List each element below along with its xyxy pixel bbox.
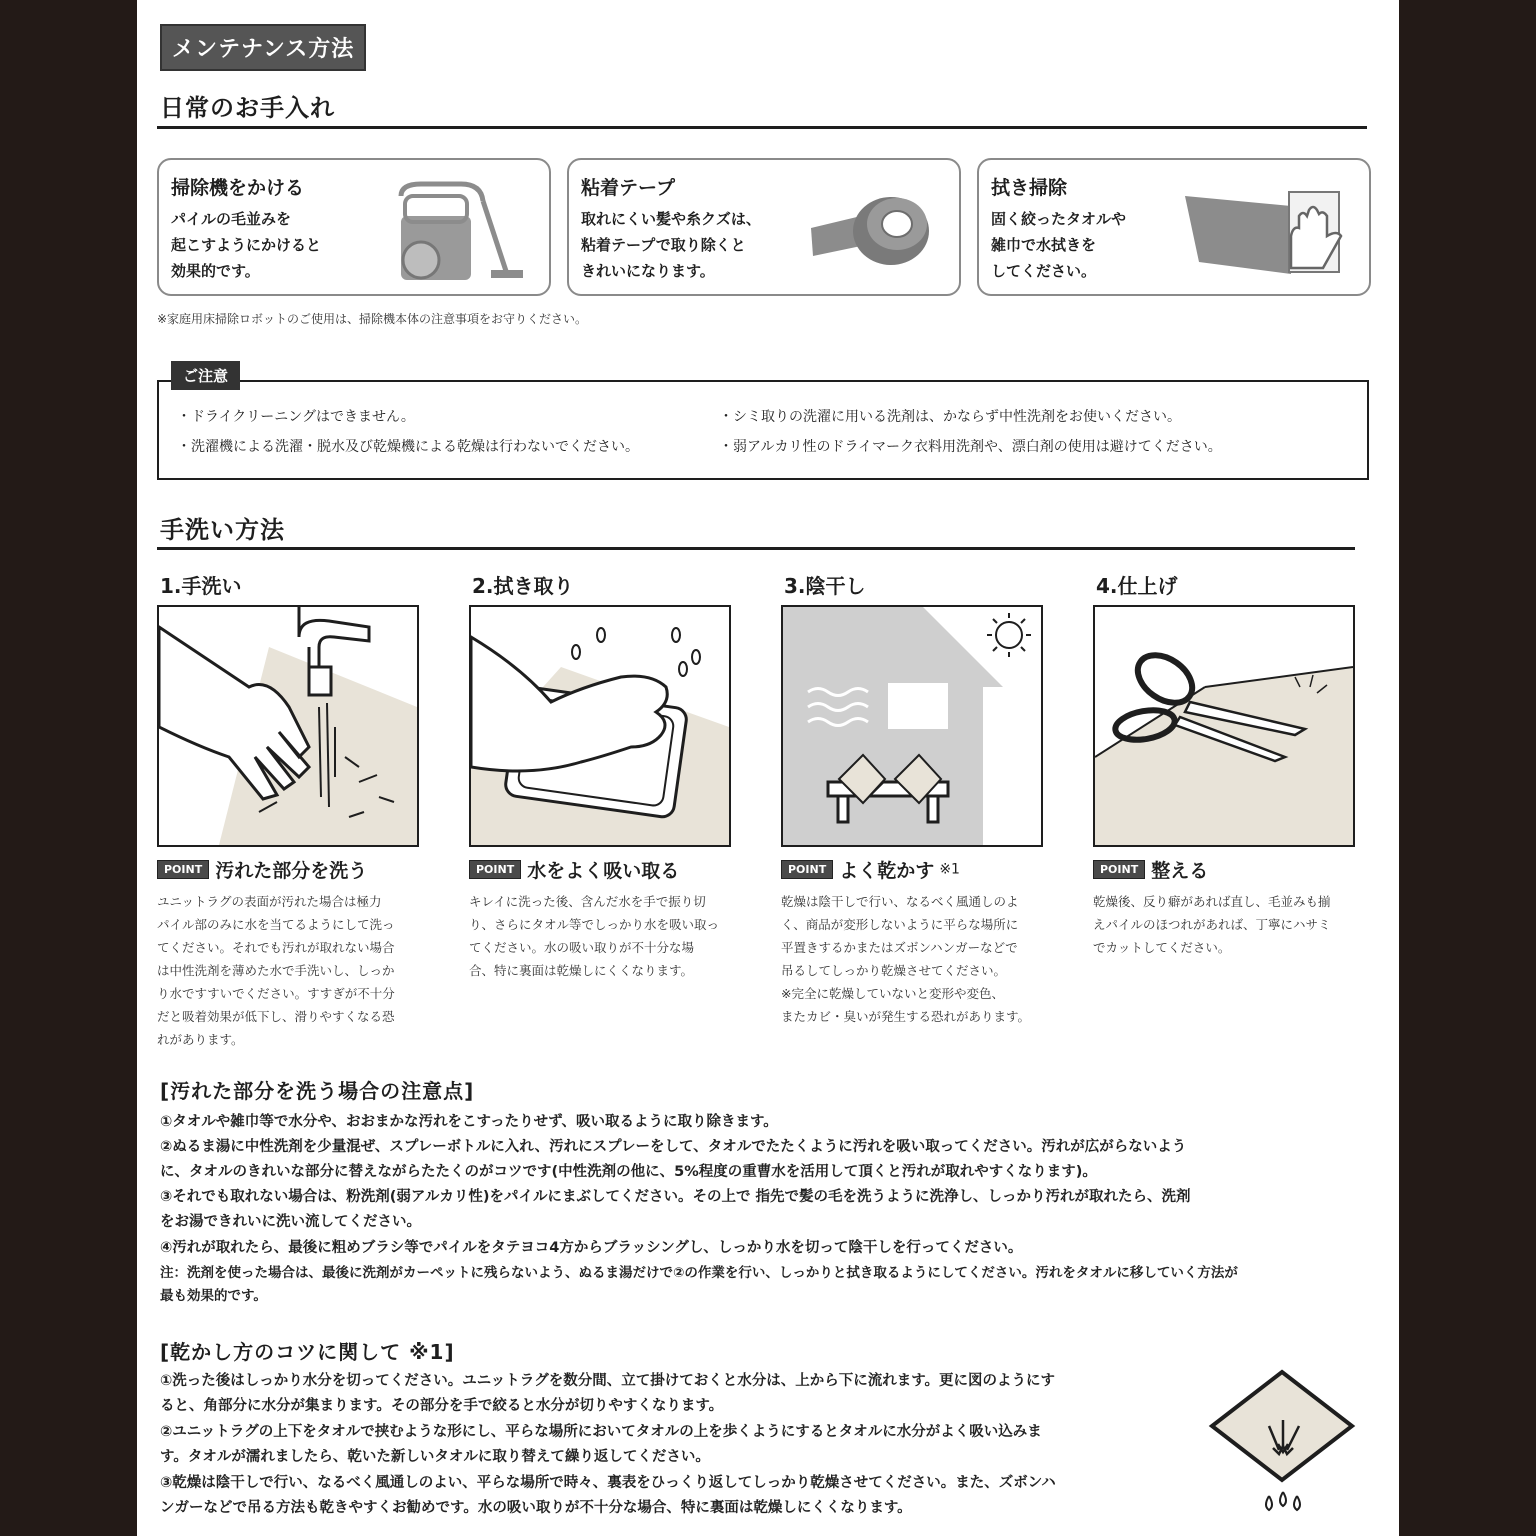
note-line: をお湯できれいに洗い流してください。 — [160, 1214, 421, 1230]
finishing-illustration — [1093, 605, 1355, 847]
note-line: ②ぬるま湯に中性洗剤を少量混ぜ、スプレーボトルに入れ、汚れにスプレーをして、タオルでたたくように汚れを吸い取ってください。汚れが広がらないよう — [160, 1139, 1187, 1155]
dirty-notes-title: [汚れた部分を洗う場合の注意点] — [160, 1079, 475, 1103]
point-heading: 整える — [1151, 860, 1209, 882]
caution-item: ・シミ取りの洗濯に用いる洗剤は、かならず中性洗剤をお使いください。 — [719, 409, 1181, 425]
wipe-illustration — [469, 605, 731, 847]
point-badge: POINT — [469, 860, 521, 879]
vacuum-cleaner-icon — [391, 176, 531, 284]
note-line: ①洗った後はしっかり水分を切ってください。ユニットラグを数分間、立て掛けておくと水分は、上から下に流れます。更に図のようにす — [160, 1373, 1056, 1389]
card-vacuum — [157, 158, 551, 296]
drying-diagram-icon — [1207, 1368, 1357, 1528]
point-badge: POINT — [781, 860, 833, 879]
step-title: 4.仕上げ — [1096, 574, 1178, 598]
card-text: 取れにくい髪や糸クズは、 粘着テープで取り除くと きれいになります。 — [581, 210, 761, 280]
divider — [157, 126, 1367, 129]
note-line: ると、角部分に水分が集まります。その部分を手で絞ると水分が切りやすくなります。 — [160, 1398, 724, 1414]
note-line: ンガーなどで吊る方法も乾きやすくお勧めです。水の吸い取りが不十分な場合、特に裏面は乾燥しにくくなります。 — [160, 1500, 912, 1516]
card-title: 粘着テープ — [581, 177, 676, 199]
daily-footnote: ※家庭用床掃除ロボットのご使用は、掃除機本体の注意事項をお守りください。 — [157, 312, 588, 326]
step-body: 乾燥は陰干しで行い、なるべく風通しのよ く、商品が変形しないように平らな場所に 平置きするかまたはズボンハンガーなどで 吊るしてしっかり乾燥させてください。 ※完全に乾燥していないと変形や変色、 またカビ・臭いが発生する恐れがあります。 — [781, 894, 1031, 1024]
card-adhesive-tape — [567, 158, 961, 296]
point-row — [157, 856, 367, 884]
daily-care-title: 日常のお手入れ — [160, 94, 335, 122]
adhesive-tape-icon — [801, 176, 941, 284]
step-title: 2.拭き取り — [472, 574, 574, 598]
note-line: 最も効果的です。 — [160, 1288, 267, 1304]
note-line: ③それでも取れない場合は、粉洗剤(弱アルカリ性)をパイルにまぶしてください。その上で 指先で髪の毛を洗うように洗浄し、しっかり汚れが取れたら、洗剤 — [160, 1189, 1191, 1205]
divider — [157, 547, 1355, 550]
point-row — [781, 856, 960, 884]
card-title: 掃除機をかける — [171, 177, 305, 199]
point-row — [1093, 856, 1208, 884]
note-line: す。タオルが濡れましたら、乾いた新しいタオルに取り替えて繰り返してください。 — [160, 1449, 710, 1465]
point-heading: 水をよく吸い取る — [527, 860, 680, 882]
card-text: 固く絞ったタオルや 雑巾で水拭きを してください。 — [991, 210, 1127, 280]
handwash-illustration — [157, 605, 419, 847]
note-line: ②ユニットラグの上下をタオルで挟むような形にし、平らな場所においてタオルの上を歩くようにするとタオルに水分がよく吸い込みま — [160, 1424, 1042, 1440]
caution-item: ・弱アルカリ性のドライマーク衣料用洗剤や、漂白剤の使用は避けてください。 — [719, 439, 1222, 455]
note-line: ④汚れが取れたら、最後に粗めブラシ等でパイルをタテヨコ4方からブラッシングし、しっかり水を切って陰干しを行ってください。 — [160, 1240, 1023, 1256]
card-title: 拭き掃除 — [991, 177, 1068, 199]
handwash-title: 手洗い方法 — [160, 516, 285, 544]
dry-notes-title: [乾かし方のコツに関して ※1] — [160, 1340, 455, 1364]
note-line: ③乾燥は陰干しで行い、なるべく風通しのよい、平らな場所で時々、裏表をひっくり返してしっかり乾燥させてください。また、ズボンハ — [160, 1475, 1056, 1491]
note-line: に、タオルのきれいな部分に替えながらたたくのがコツです(中性洗剤の他に、5%程度の重曹水を活用して頂くと汚れが取れやすくなります)。 — [160, 1164, 1097, 1180]
step-body: キレイに洗った後、含んだ水を手で振り切 り、さらにタオル等でしっかり水を吸い取っ てください。水の吸い取りが不十分な場 合、特に裏面は乾燥しにくくなります。 — [469, 894, 720, 978]
caution-tag: ご注意 — [171, 361, 240, 390]
shade-dry-illustration — [781, 605, 1043, 847]
step-body: 乾燥後、反り癖があれば直し、毛並みも揃 えパイルのほつれがあれば、丁寧にハサミ でカットしてください。 — [1093, 894, 1331, 955]
caution-item: ・洗濯機による洗濯・脱水及び乾燥機による乾燥は行わないでください。 — [177, 439, 639, 455]
note-line: 注：洗剤を使った場合は、最後に洗剤がカーペットに残らないよう、ぬるま湯だけで②の作業を行い、しっかりと拭き取るようにしてください。汚れをタオルに移していく方法が — [160, 1265, 1238, 1281]
caution-box — [157, 380, 1369, 480]
point-heading: よく乾かす — [839, 860, 935, 882]
card-text: パイルの毛並みを 起こすようにかけると 効果的です。 — [171, 210, 322, 280]
point-badge: POINT — [1093, 860, 1145, 879]
point-note: ※1 — [939, 861, 960, 878]
step-body: ユニットラグの表面が汚れた場合は極力 パイル部のみに水を当てるようにして洗っ てください。それでも汚れが取れない場合 は中性洗剤を薄めた水で手洗いし、しっか り水ですすいでください。すすぎが不十分 だと吸着効果が低下し、滑りやすくなる恐 れがあります。 — [157, 894, 395, 1047]
caution-item: ・ドライクリーニングはできません。 — [177, 409, 415, 425]
note-line: ①タオルや雑巾等で水分や、おおまかな汚れをこすったりせず、吸い取るように取り除きます。 — [160, 1114, 778, 1130]
point-heading: 汚れた部分を洗う — [215, 860, 368, 882]
point-badge: POINT — [157, 860, 209, 879]
step-title: 1.手洗い — [160, 574, 242, 598]
maintenance-page — [137, 0, 1399, 1536]
towel-wipe-icon — [1181, 176, 1351, 284]
step-title: 3.陰干し — [784, 574, 866, 598]
card-wipe — [977, 158, 1371, 296]
point-row — [469, 856, 679, 884]
section-tag: メンテナンス方法 — [160, 24, 366, 71]
